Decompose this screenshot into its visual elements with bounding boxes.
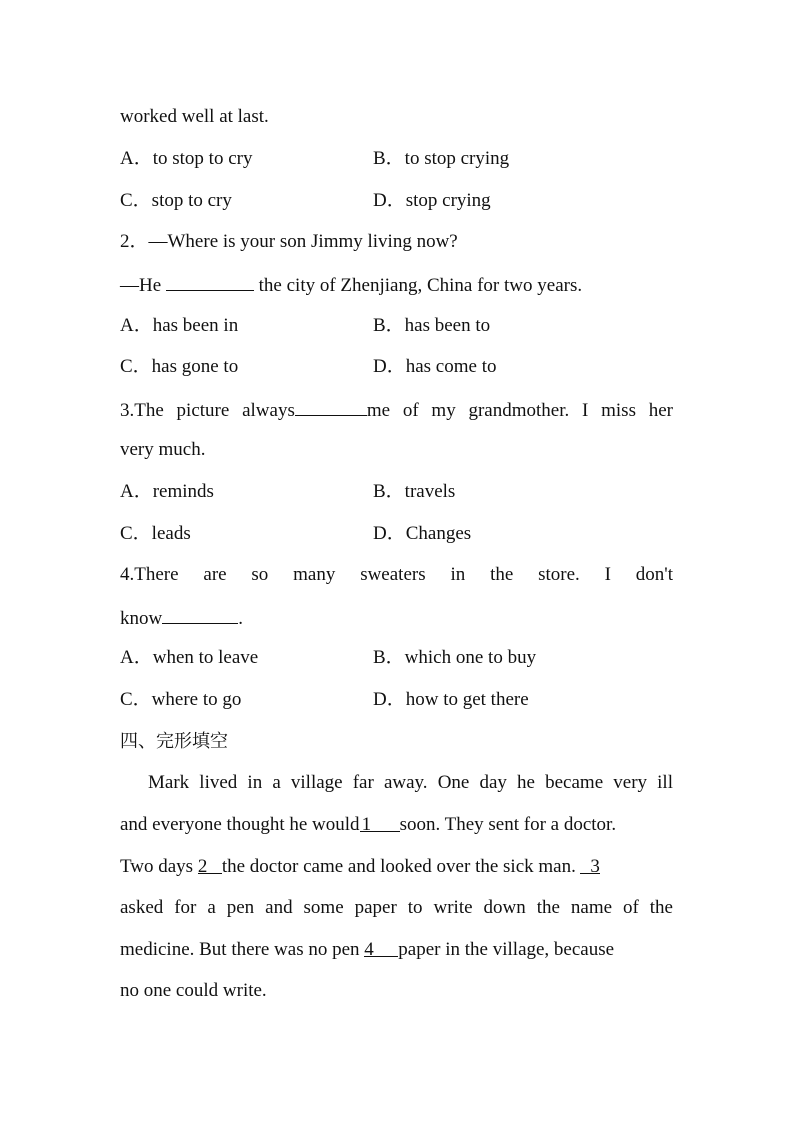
q1-option-d: D．stop crying (373, 190, 491, 211)
q1-options-row-2 (120, 189, 673, 213)
passage-line-6 (120, 979, 673, 1003)
q1-option-c: C．stop to cry (120, 190, 232, 211)
q4-option-d: D．how to get there (373, 689, 529, 710)
q3-option-c: C．leads (120, 523, 191, 544)
q3-options-row-2 (120, 522, 673, 546)
passage-text: paper in the village, because (398, 939, 615, 960)
answer-blank (162, 605, 238, 624)
question-text: me of my grandmother. I miss her (366, 400, 673, 421)
passage-text: soon. They sent for a doctor. (399, 814, 617, 835)
q2-options-row-2 (120, 355, 673, 379)
passage-text: Mark lived in a village far away. One day he became very ill (148, 772, 673, 793)
question-text: very much. (120, 439, 206, 460)
q4-stem (120, 563, 673, 587)
q1-options-row-1 (120, 147, 673, 171)
passage-line-4 (120, 896, 673, 920)
passage-line-5 (120, 938, 673, 962)
question-text: 4.There are so many sweaters in the store. I don't (120, 564, 673, 585)
document-page (120, 0, 673, 1123)
q1-option-a: A．to stop to cry (120, 148, 253, 169)
answer-blank (295, 397, 367, 416)
text-line: worked well at last. (120, 106, 269, 127)
q3-option-d: D．Changes (373, 523, 472, 544)
q4-options-row-2 (120, 688, 673, 712)
question-text: 3.The picture always (120, 400, 295, 421)
q2-option-b: B．has been to (373, 315, 491, 336)
q4-stem-line-2 (120, 605, 673, 631)
q4-option-b: B．which one to buy (373, 647, 537, 668)
q3-option-a: A．reminds (120, 481, 214, 502)
section-title: 四、完形填空 (120, 731, 228, 752)
passage-text: medicine. But there was no pen (120, 939, 365, 960)
q2-options-row-1 (120, 314, 673, 338)
section-heading (120, 730, 673, 754)
passage-text: the doctor came and looked over the sick man. (221, 856, 576, 877)
q3-options-row-1 (120, 480, 673, 504)
q2-option-c: C．has gone to (120, 356, 239, 377)
q4-options-row-1 (120, 646, 673, 670)
passage-text: Two days (120, 856, 198, 877)
q2-stem (120, 230, 673, 254)
cloze-blank-2: 2 (198, 855, 222, 874)
q3-stem-line-2 (120, 438, 673, 462)
question-text: know (120, 608, 163, 629)
question-text: 2．—Where is your son Jimmy living now? (120, 231, 458, 252)
passage-text: and everyone thought he would (120, 814, 360, 835)
passage-line-3 (120, 855, 673, 879)
answer-blank (166, 272, 254, 291)
question-text: —He (120, 275, 166, 296)
passage-line-2 (120, 813, 673, 837)
q3-option-b: B．travels (373, 481, 456, 502)
q4-option-c: C．where to go (120, 689, 242, 710)
q1-option-b: B．to stop crying (373, 148, 510, 169)
q2-option-a: A．has been in (120, 315, 239, 336)
passage-text: no one could write. (120, 980, 267, 1001)
cloze-blank-3: 3 (580, 855, 600, 874)
question-text: the city of Zhenjiang, China for two years. (253, 275, 583, 296)
passage-text: asked for a pen and some paper to write down the name of the (120, 897, 673, 918)
passage-line-1 (120, 771, 673, 795)
q2-reply (120, 272, 673, 298)
q2-option-d: D．has come to (373, 356, 497, 377)
cloze-blank-1: 1 (360, 813, 400, 832)
question-text: . (238, 608, 243, 629)
q4-option-a: A．when to leave (120, 647, 259, 668)
q3-stem (120, 397, 673, 423)
cloze-blank-4: 4 (364, 938, 398, 957)
continued-line (120, 105, 673, 129)
